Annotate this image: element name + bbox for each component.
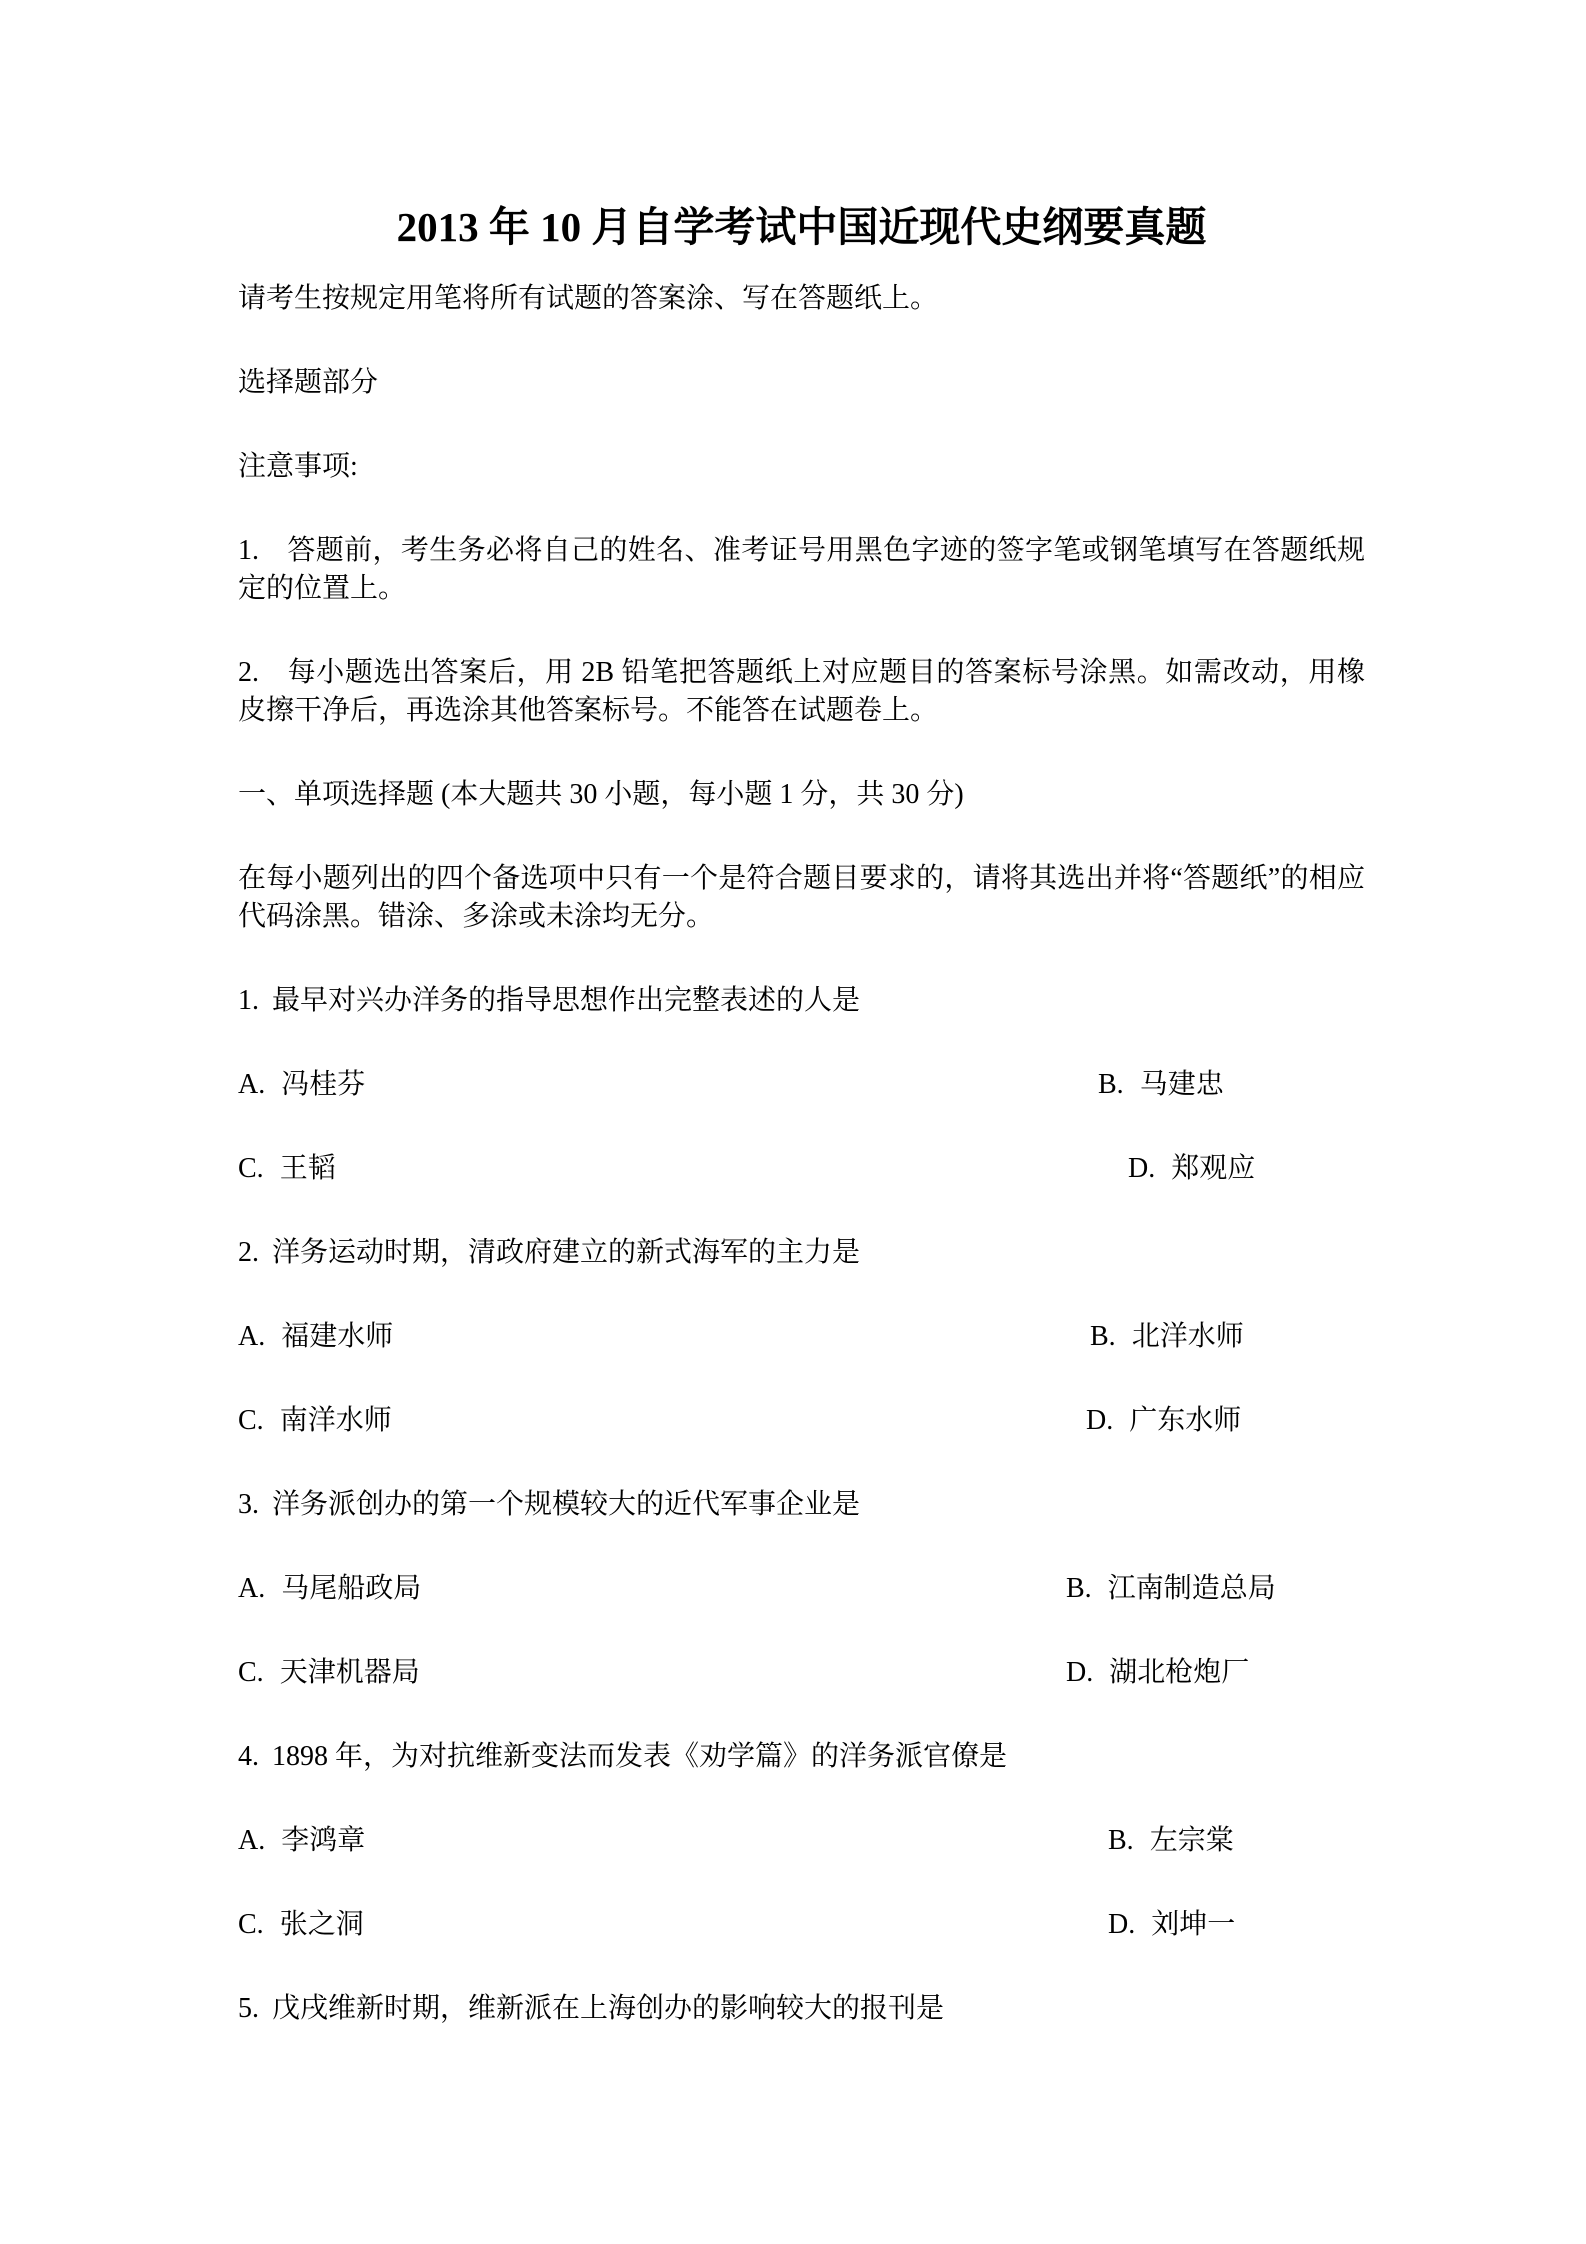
attention-item-1 (238, 532, 1365, 608)
question-4-option-b-text: 左宗棠 (1149, 1825, 1234, 1856)
question-4-option-d (1108, 1906, 1235, 1944)
attention-heading: 注意事项: (238, 451, 358, 482)
question-4-option-a-label: A. (238, 1825, 266, 1856)
question-3-option-b (1066, 1570, 1276, 1608)
question-2-options-row-ab (238, 1318, 1365, 1356)
question-1-option-a-text: 冯桂芬 (281, 1069, 366, 1100)
question-4-number: 4. (238, 1741, 259, 1772)
question-4-option-c (238, 1906, 1108, 1944)
question-1-option-a-label: A. (238, 1069, 266, 1100)
question-4-option-c-text: 张之洞 (279, 1909, 364, 1940)
question-2-option-a-text: 福建水师 (281, 1321, 394, 1352)
question-4-option-b-label: B. (1108, 1825, 1134, 1856)
section-one-heading: 一、单项选择题 (本大题共 30 小题，每小题 1 分，共 30 分) (238, 779, 964, 810)
question-2-text: 洋务运动时期，清政府建立的新式海军的主力是 (272, 1237, 861, 1268)
exam-notice: 请考生按规定用笔将所有试题的答案涂、写在答题纸上。 (238, 283, 939, 314)
part-heading: 选择题部分 (238, 367, 379, 398)
question-3-option-c-text: 天津机器局 (279, 1657, 420, 1688)
question-1-option-d (1128, 1150, 1255, 1188)
attention-item-2-number: 2. (238, 657, 259, 688)
question-1-option-d-label: D. (1128, 1153, 1156, 1184)
question-3-option-b-label: B. (1066, 1573, 1092, 1604)
question-1-options-row-cd (238, 1150, 1365, 1188)
attention-item-1-number: 1. (238, 535, 259, 566)
question-5-number: 5. (238, 1993, 259, 2024)
question-3-option-a-text: 马尾船政局 (281, 1573, 422, 1604)
question-4-option-c-label: C. (238, 1909, 264, 1940)
question-3-options-row-ab (238, 1570, 1365, 1608)
question-1-stem (238, 982, 1365, 1020)
question-1-option-a (238, 1066, 1098, 1104)
page-title: 2013 年 10 月自学考试中国近现代史纲要真题 (396, 204, 1207, 250)
question-1-option-b (1098, 1066, 1224, 1104)
question-3-option-a (238, 1570, 1066, 1608)
question-1-option-c-label: C. (238, 1153, 264, 1184)
question-2-option-a (238, 1318, 1090, 1356)
question-1-option-d-text: 郑观应 (1171, 1153, 1256, 1184)
question-2-option-b-label: B. (1090, 1321, 1116, 1352)
question-3-text: 洋务派创办的第一个规模较大的近代军事企业是 (272, 1489, 861, 1520)
question-5-text: 戊戌维新时期，维新派在上海创办的影响较大的报刊是 (272, 1993, 945, 2024)
question-3-option-a-label: A. (238, 1573, 266, 1604)
question-3-option-d-text: 湖北枪炮厂 (1109, 1657, 1250, 1688)
question-4-stem (238, 1738, 1365, 1776)
question-2-options-row-cd (238, 1402, 1365, 1440)
question-1-option-b-label: B. (1098, 1069, 1124, 1100)
question-2-stem (238, 1234, 1365, 1272)
question-3-stem (238, 1486, 1365, 1524)
question-4-text: 1898 年，为对抗维新变法而发表《劝学篇》的洋务派官僚是 (272, 1741, 1008, 1772)
question-2-option-d-label: D. (1086, 1405, 1114, 1436)
question-1-number: 1. (238, 985, 259, 1016)
question-2-option-d-text: 广东水师 (1129, 1405, 1242, 1436)
question-4-options-row-ab (238, 1822, 1365, 1860)
attention-item-1-text: 答题前，考生务必将自己的姓名、准考证号用黑色字迹的签字笔或钢笔填写在答题纸规定的位置上。 (238, 535, 1365, 604)
question-2-option-a-label: A. (238, 1321, 266, 1352)
question-4-options-row-cd (238, 1906, 1365, 1944)
question-4-option-d-label: D. (1108, 1909, 1136, 1940)
question-4-option-b (1108, 1822, 1234, 1860)
attention-item-2 (238, 654, 1365, 730)
question-3-option-d (1066, 1654, 1249, 1692)
question-4-option-d-text: 刘坤一 (1151, 1909, 1236, 1940)
question-4-option-a (238, 1822, 1108, 1860)
question-1-options-row-ab (238, 1066, 1365, 1104)
question-2-option-c-label: C. (238, 1405, 264, 1436)
question-3-option-d-label: D. (1066, 1657, 1094, 1688)
question-1-option-c-text: 王韬 (279, 1153, 336, 1184)
question-3-option-c (238, 1654, 1066, 1692)
question-2-option-b (1090, 1318, 1244, 1356)
question-2-option-c (238, 1402, 1086, 1440)
question-5-stem (238, 1990, 1365, 2028)
question-3-options-row-cd (238, 1654, 1365, 1692)
question-2-option-b-text: 北洋水师 (1131, 1321, 1244, 1352)
question-4-option-a-text: 李鸿章 (281, 1825, 366, 1856)
question-2-option-d (1086, 1402, 1241, 1440)
question-1-option-c (238, 1150, 1128, 1188)
question-1-text: 最早对兴办洋务的指导思想作出完整表述的人是 (272, 985, 861, 1016)
question-2-option-c-text: 南洋水师 (279, 1405, 392, 1436)
question-2-number: 2. (238, 1237, 259, 1268)
question-3-option-b-text: 江南制造总局 (1107, 1573, 1276, 1604)
question-1-option-b-text: 马建忠 (1139, 1069, 1224, 1100)
section-one-description: 在每小题列出的四个备选项中只有一个是符合题目要求的，请将其选出并将“答题纸”的相应代码涂黑。错涂、多涂或未涂均无分。 (238, 863, 1365, 932)
attention-item-2-text: 每小题选出答案后，用 2B 铅笔把答题纸上对应题目的答案标号涂黑。如需改动，用橡皮擦干净后，再选涂其他答案标号。不能答在试题卷上。 (238, 657, 1365, 726)
question-3-option-c-label: C. (238, 1657, 264, 1688)
question-3-number: 3. (238, 1489, 259, 1520)
